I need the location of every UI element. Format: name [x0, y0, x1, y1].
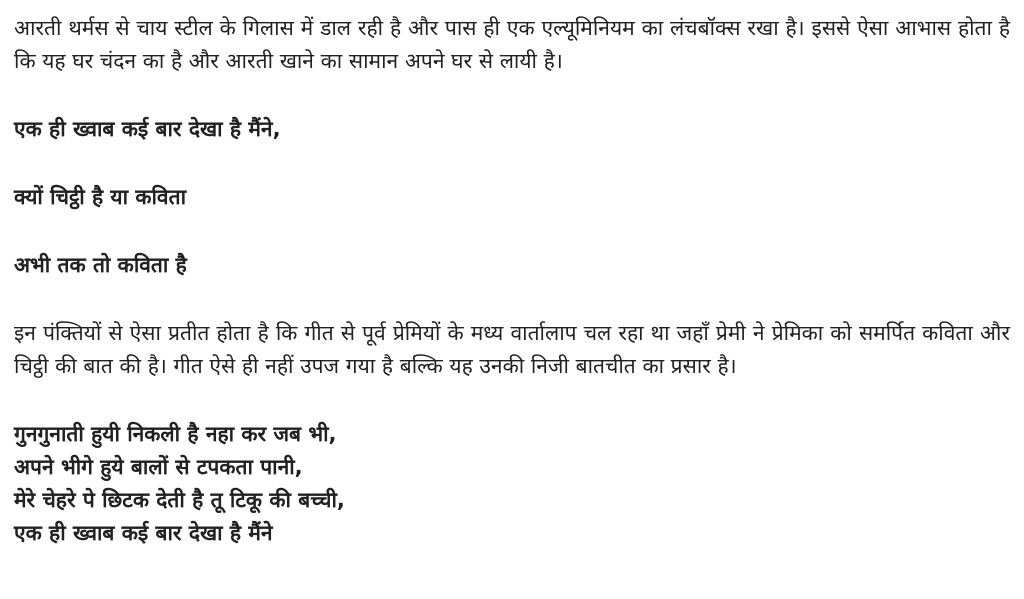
poem-line-standalone-3: अभी तक तो कविता है — [14, 253, 187, 277]
prose-paragraph-1: आरती थर्मस से चाय स्टील के गिलास में डाल रही है और पास ही एक एल्यूमिनियम का लंचबॉक्स रखा है। इससे ऐसा आभास होता है कि यह घर चंदन का है और आरती खाने का सामान अपने घर से लायी है। — [14, 16, 1010, 73]
poem-line-standalone-1: एक ही ख्वाब कई बार देखा है मैंने, — [14, 117, 281, 141]
poem-stanza-line-2: अपने भीगे हुये बालों से टपकता पानी, — [14, 455, 303, 479]
poem-stanza-line-3: मेरे चेहरे पे छिटक देती है तू टिकू की बच्ची, — [14, 488, 345, 512]
poem-stanza-line-1: गुनगुनाती हुयी निकली है नहा कर जब भी, — [14, 422, 337, 446]
prose-paragraph-2: इन पंक्तियों से ऐसा प्रतीत होता है कि गीत से पूर्व प्रेमियों के मध्य वार्तालाप चल रहा था जहाँ प्रेमी ने प्रेमिका को समर्पित कविता और चिट्ठी की बात की है। गीत ऐसे ही नहीं उपज गया है बल्कि यह उनकी निजी बातचीत का प्रसार है। — [14, 321, 1010, 378]
poem-stanza-line-4: एक ही ख्वाब कई बार देखा है मैंने — [14, 521, 273, 545]
poem-line-standalone-2: क्यों चिट्ठी है या कविता — [14, 185, 187, 209]
poem-stanza — [14, 418, 1010, 550]
